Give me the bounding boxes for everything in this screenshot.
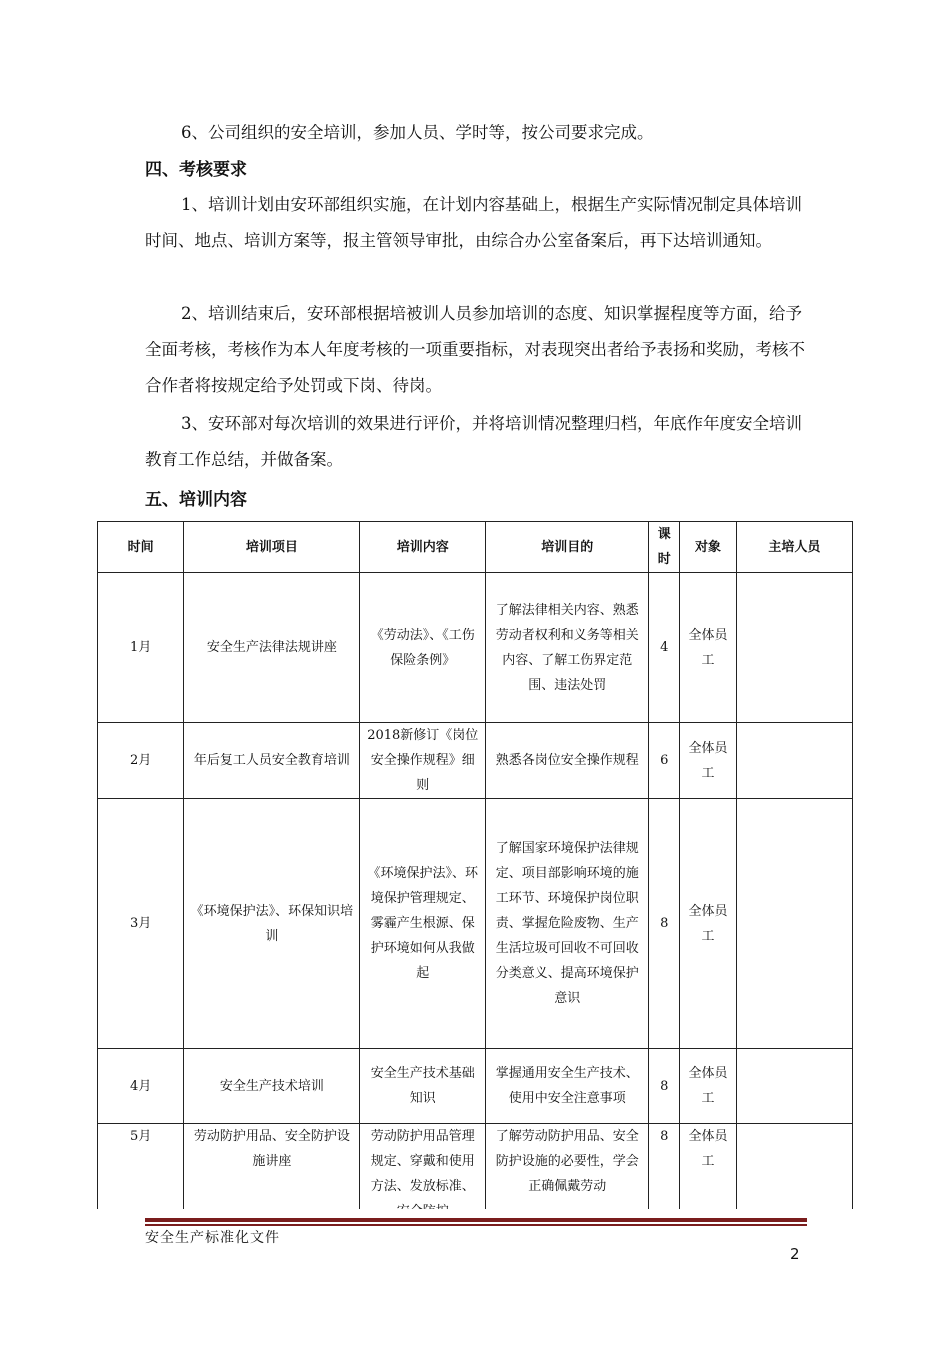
cell-project: 《环境保护法》、环保知识培训 bbox=[184, 799, 360, 1049]
cell-audience: 全体员工 bbox=[680, 723, 737, 799]
cell-time: 3月 bbox=[98, 799, 184, 1049]
cell-trainer bbox=[736, 723, 852, 799]
cell-hours: 4 bbox=[649, 573, 680, 723]
cell-purpose: 掌握通用安全生产技术、使用中安全注意事项 bbox=[486, 1049, 649, 1124]
cell-audience: 全体员工 bbox=[680, 1124, 737, 1225]
cell-hours: 8 bbox=[649, 799, 680, 1049]
cell-purpose: 熟悉各岗位安全操作规程 bbox=[486, 723, 649, 799]
cell-project: 安全生产技术培训 bbox=[184, 1049, 360, 1124]
cell-purpose: 了解劳动防护用品、安全防护设施的必要性，学会正确佩戴劳动 bbox=[486, 1124, 649, 1225]
section-4-item-2: 2、培训结束后，安环部根据培被训人员参加培训的态度、知识掌握程度等方面，给予全面考核，考核作为本人年度考核的一项重要指标，对表现突出者给予表扬和奖励，考核不合作者将按规定给予处罚或下岗、待岗。 bbox=[145, 304, 805, 395]
cell-hours: 8 bbox=[649, 1049, 680, 1124]
cell-time: 1月 bbox=[98, 573, 184, 723]
footer-rule-thick bbox=[145, 1218, 807, 1222]
cell-hours: 8 bbox=[649, 1124, 680, 1225]
cell-time: 4月 bbox=[98, 1049, 184, 1124]
cell-content: 安全生产技术基础知识 bbox=[360, 1049, 486, 1124]
cell-trainer bbox=[736, 1049, 852, 1124]
cell-project: 安全生产法律法规讲座 bbox=[184, 573, 360, 723]
section-4-item-3: 3、安环部对每次培训的效果进行评价，并将培训情况整理归档，年底作年度安全培训教育工作总结，并做备案。 bbox=[145, 414, 802, 469]
footer-rule-thin bbox=[145, 1224, 807, 1226]
cell-content: 劳动防护用品管理规定、穿戴和使用方法、发放标准、 bbox=[360, 1124, 486, 1225]
header-project: 培训项目 bbox=[184, 522, 360, 573]
section-5-heading: 五、培训内容 bbox=[145, 490, 247, 510]
cell-time: 2月 bbox=[98, 723, 184, 799]
cell-purpose: 了解国家环境保护法律规定、项目部影响环境的施工环节、环境保护岗位职责、掌握危险废物、生产生活垃圾可回收不可回收分类意义、提高环境保护意识 bbox=[486, 799, 649, 1049]
header-hours: 课时 bbox=[649, 522, 680, 573]
footer-doc-name: 安全生产标准化文件 bbox=[145, 1230, 280, 1246]
training-table bbox=[97, 521, 853, 1225]
cell-hours: 6 bbox=[649, 723, 680, 799]
cell-purpose: 了解法律相关内容、熟悉劳动者权利和义务等相关内容、了解工伤界定范围、违法处罚 bbox=[486, 573, 649, 723]
page-number: 2 bbox=[790, 1245, 800, 1263]
header-time: 时间 bbox=[98, 522, 184, 573]
table-row bbox=[98, 1049, 853, 1124]
section-4-item-1: 1、培训计划由安环部组织实施，在计划内容基础上，根据生产实际情况制定具体培训时间、地点、培训方案等，报主管领导审批，由综合办公室备案后，再下达培训通知。 bbox=[145, 195, 802, 250]
table-row bbox=[98, 723, 853, 799]
cell-content: 2018新修订《岗位安全操作规程》细则 bbox=[360, 723, 486, 799]
table-header-row bbox=[98, 522, 853, 573]
cell-audience: 全体员工 bbox=[680, 1049, 737, 1124]
table-row bbox=[98, 573, 853, 723]
header-purpose: 培训目的 bbox=[486, 522, 649, 573]
header-content: 培训内容 bbox=[360, 522, 486, 573]
header-trainer: 主培人员 bbox=[736, 522, 852, 573]
section-4-heading: 四、考核要求 bbox=[145, 160, 247, 180]
cell-project: 年后复工人员安全教育培训 bbox=[184, 723, 360, 799]
cell-trainer bbox=[736, 799, 852, 1049]
cell-time: 5月 bbox=[98, 1124, 184, 1225]
cell-audience: 全体员工 bbox=[680, 799, 737, 1049]
cell-trainer bbox=[736, 573, 852, 723]
cell-project: 劳动防护用品、安全防护设施讲座 bbox=[184, 1124, 360, 1225]
header-audience: 对象 bbox=[680, 522, 737, 573]
table-row bbox=[98, 799, 853, 1049]
cell-audience: 全体员工 bbox=[680, 573, 737, 723]
cell-content: 《环境保护法》、环境保护管理规定、雾霾产生根源、保护环境如何从我做起 bbox=[360, 799, 486, 1049]
intro-item-6: 6、公司组织的安全培训，参加人员、学时等，按公司要求完成。 bbox=[181, 123, 654, 142]
cell-content: 《劳动法》、《工伤保险条例》 bbox=[360, 573, 486, 723]
